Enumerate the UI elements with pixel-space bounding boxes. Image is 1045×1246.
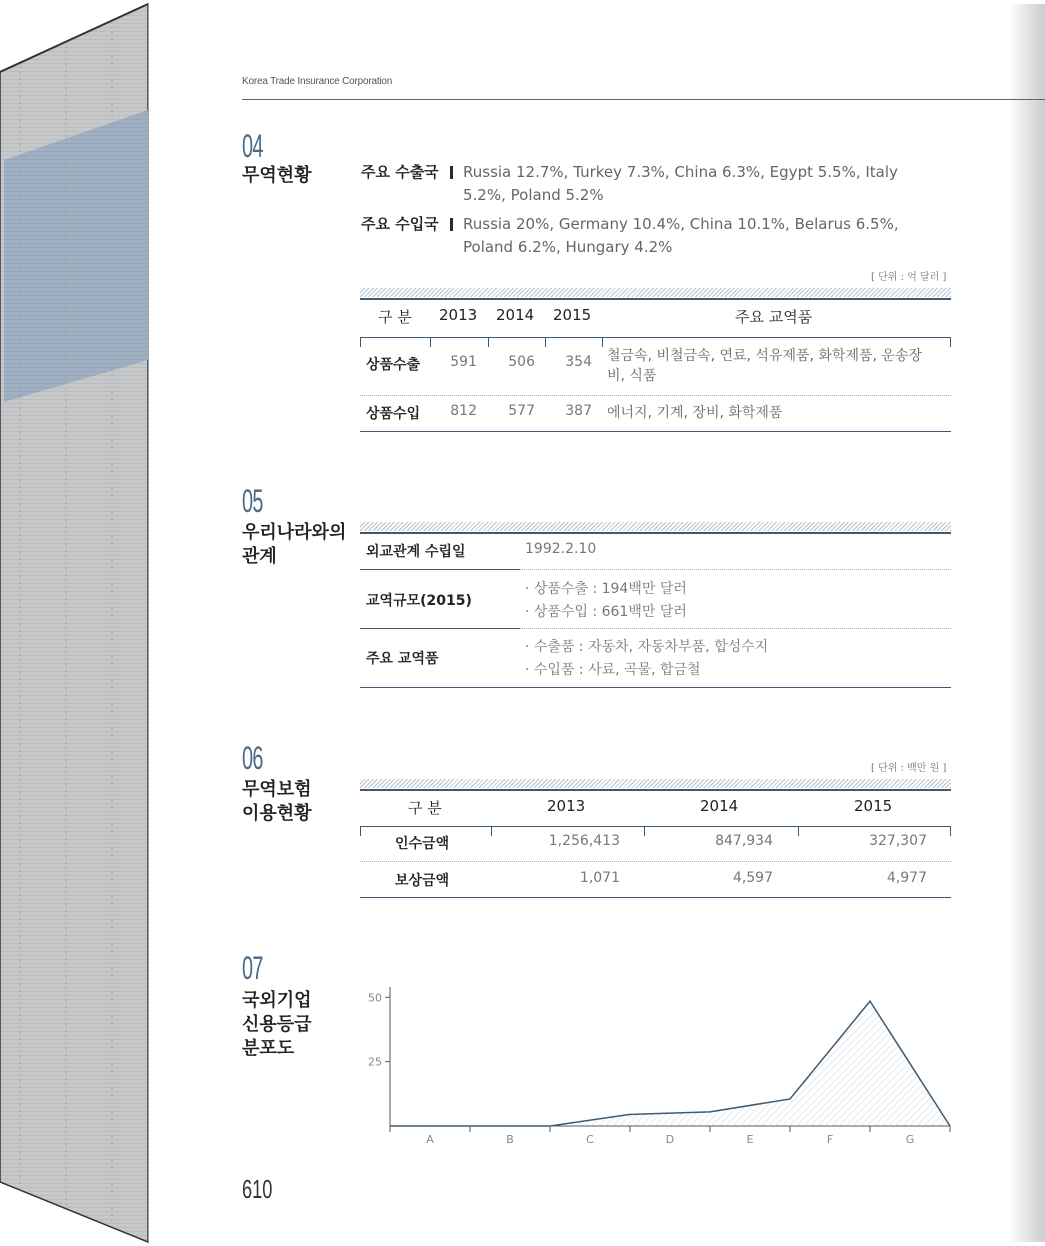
- table-top-rule: [360, 789, 951, 791]
- document-page: [148, 4, 1045, 1242]
- page-number: 610: [242, 1174, 273, 1204]
- value-2014: 577: [508, 403, 535, 419]
- row-divider: [520, 628, 951, 629]
- relation-label: 주요 교역품: [366, 651, 439, 667]
- main-goods: 철금속, 비철금속, 연료, 석유제품, 화학제품, 운송장비, 식품: [607, 348, 922, 384]
- header-bottom-rule: [360, 826, 951, 827]
- row-label: 상품수출: [366, 357, 421, 373]
- x-tick-label: E: [746, 1133, 754, 1146]
- value-2015: 4,977: [886, 870, 927, 886]
- x-tick-label: A: [426, 1133, 434, 1146]
- value-2013: 1,071: [579, 870, 620, 886]
- header-rule: [242, 99, 1045, 100]
- book-edge: [0, 0, 150, 1246]
- export-countries-label: 주요 수출국: [361, 163, 439, 181]
- relation-label: 교역규모(2015): [366, 593, 472, 609]
- table-bottom-rule: [360, 431, 951, 432]
- relation-value: 1992.2.10: [525, 541, 597, 557]
- label-rule: [360, 569, 520, 570]
- col-tick: [360, 826, 361, 836]
- row-divider: [520, 569, 951, 570]
- section-number-06: 06: [242, 740, 263, 776]
- section-title-credit-rating-distribution: 국외기업 신용등급 분포도: [242, 990, 312, 1059]
- header-bottom-rule: [360, 337, 951, 338]
- label-rule: [360, 628, 520, 629]
- value-2015: 327,307: [869, 833, 927, 849]
- value-2013: 591: [450, 354, 477, 370]
- col-tick: [950, 337, 951, 347]
- col-header-2015: 2015: [854, 797, 893, 815]
- value-2014: 506: [508, 354, 535, 370]
- relation-label: 외교관계 수립일: [366, 544, 466, 560]
- row-label: 보상금액: [395, 873, 450, 889]
- col-header-2015: 2015: [553, 306, 592, 324]
- col-header-main-goods: 주요 교역품: [735, 308, 813, 326]
- relation-value: · 수입품 : 사료, 곡물, 합금철: [525, 662, 701, 678]
- export-countries-value: Russia 12.7%, Turkey 7.3%, China 6.3%, Egypt 5.5%, Italy 5.2%, Poland 5.2%: [463, 163, 898, 204]
- main-goods: 에너지, 기계, 장비, 화학제품: [607, 405, 783, 421]
- x-tick-label: B: [506, 1133, 514, 1146]
- unit-label: [ 단위 : 억 달러 ]: [871, 272, 947, 283]
- col-tick: [602, 337, 603, 347]
- section-number-05: 05: [242, 483, 263, 519]
- relation-value: · 수출품 : 자동차, 자동차부품, 합성수지: [525, 639, 769, 655]
- x-tick-label: C: [586, 1133, 594, 1146]
- col-tick: [545, 337, 546, 347]
- table-bottom-rule: [360, 687, 951, 688]
- col-tick: [950, 826, 951, 836]
- value-2014: 4,597: [732, 870, 773, 886]
- row-label: 상품수입: [366, 406, 421, 422]
- section-number-07: 07: [242, 950, 263, 986]
- value-2014: 847,934: [715, 833, 773, 849]
- col-tick: [360, 337, 361, 347]
- row-label: 인수금액: [395, 836, 450, 852]
- label-separator: [450, 218, 453, 231]
- x-tick-label: D: [665, 1133, 675, 1146]
- col-tick: [430, 337, 431, 347]
- table-top-hatch: [360, 288, 951, 297]
- table-top-rule: [360, 532, 951, 534]
- value-2015: 387: [565, 403, 592, 419]
- unit-label: [ 단위 : 백만 원 ]: [871, 763, 947, 774]
- page-edge-shadow: [1008, 4, 1045, 1242]
- col-header-2014: 2014: [700, 797, 739, 815]
- value-2013: 812: [450, 403, 477, 419]
- value-2013: 1,256,413: [548, 833, 620, 849]
- col-header-category: 구 분: [378, 308, 412, 326]
- row-divider: [360, 395, 951, 396]
- section-title-trade-status: 무역현황: [242, 165, 312, 186]
- series-area: [390, 1001, 950, 1126]
- table-top-hatch: [360, 522, 951, 531]
- table-top-hatch: [360, 779, 951, 788]
- section-title-korea-relations: 우리나라와의 관계: [242, 522, 347, 567]
- import-countries-label: 주요 수입국: [361, 215, 439, 233]
- running-header: Korea Trade Insurance Corporation: [242, 76, 393, 87]
- label-separator: [450, 166, 453, 179]
- x-tick-label: G: [905, 1133, 915, 1146]
- x-tick-label: F: [826, 1133, 834, 1146]
- relation-value: · 상품수입 : 661백만 달러: [525, 604, 687, 620]
- section-title-insurance-usage: 무역보험 이용현황: [242, 779, 312, 824]
- relation-value: · 상품수출 : 194백만 달러: [525, 581, 687, 597]
- col-tick: [488, 337, 489, 347]
- section-number-04: 04: [242, 128, 263, 164]
- row-divider: [360, 861, 951, 862]
- value-2015: 354: [565, 354, 592, 370]
- col-header-category: 구 분: [408, 799, 442, 817]
- table-top-rule: [360, 298, 951, 300]
- col-header-2013: 2013: [547, 797, 586, 815]
- table-bottom-rule: [360, 897, 951, 898]
- col-header-2014: 2014: [496, 306, 535, 324]
- credit-rating-chart: [349, 979, 959, 1159]
- col-header-2013: 2013: [439, 306, 478, 324]
- import-countries-value: Russia 20%, Germany 10.4%, China 10.1%, Belarus 6.5%, Poland 6.2%, Hungary 4.2%: [463, 215, 899, 256]
- y-tick-label: 50: [368, 991, 382, 1005]
- y-tick-label: 25: [368, 1055, 382, 1069]
